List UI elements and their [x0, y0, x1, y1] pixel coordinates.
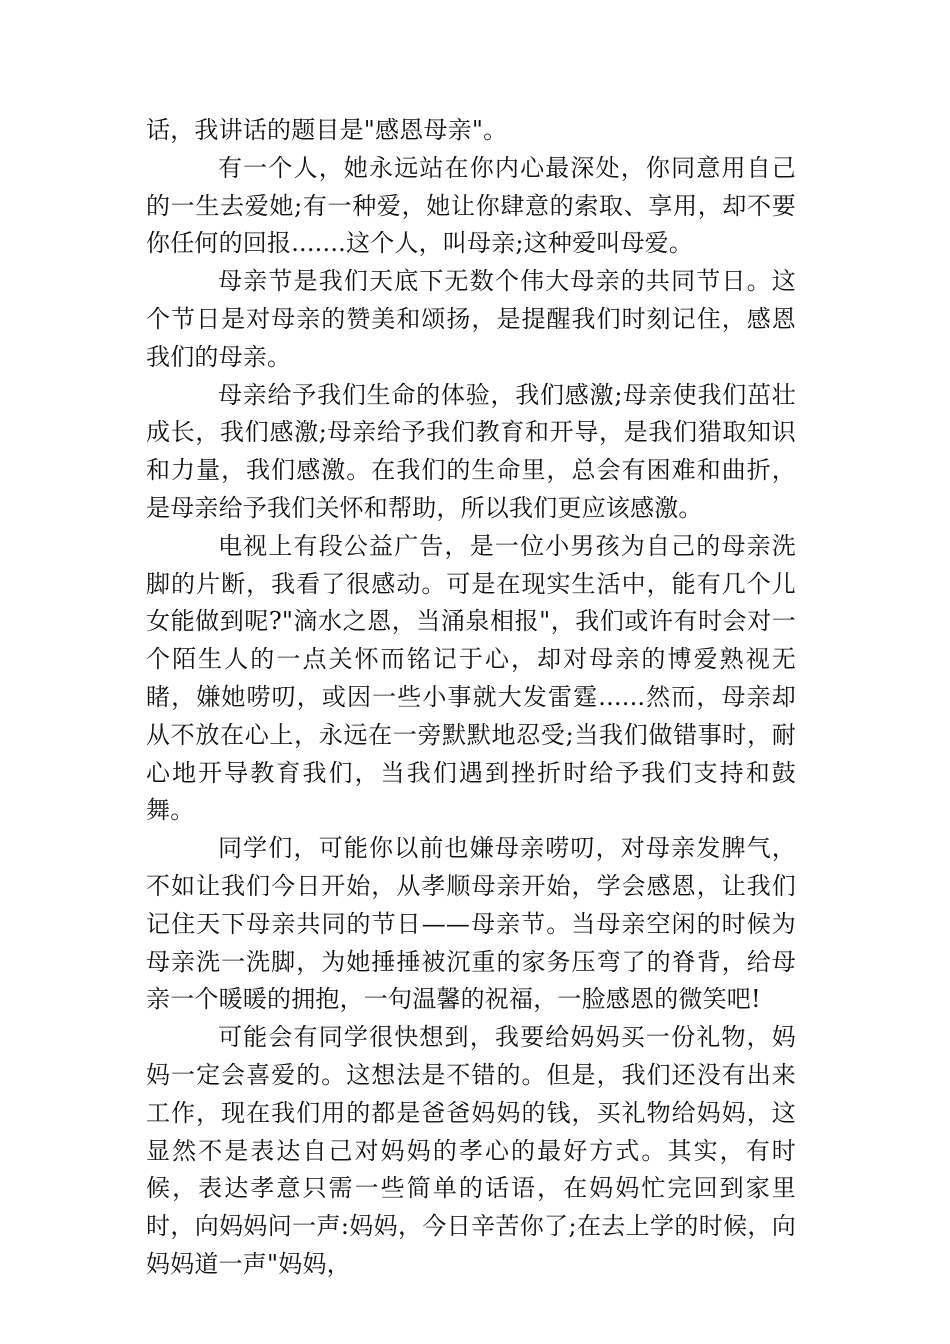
paragraph: 同学们，可能你以前也嫌母亲唠叨，对母亲发脾气，不如让我们今日开始，从孝顺母亲开始，学会感恩，让我们记住天下母亲共同的节日——母亲节。当母亲空闲的时候为母亲洗一洗脚，为她捶捶被沉重的家务压弯了的脊背，给母亲一个暖暖的拥抱，一句温馨的祝福，一脸感恩的微笑吧! — [146, 834, 796, 1014]
paragraph: 母亲节是我们天底下无数个伟大母亲的共同节日。这个节日是对母亲的赞美和颂扬，是提醒我们时刻记住，感恩我们的母亲。 — [146, 267, 796, 371]
speech-body — [146, 112, 796, 1284]
paragraph: 可能会有同学很快想到，我要给妈妈买一份礼物，妈妈一定会喜爱的。这想法是不错的。但是，我们还没有出来工作，现在我们用的都是爸爸妈妈的钱，买礼物给妈妈，这显然不是表达自己对妈妈的孝心的最好方式。其实，有时候，表达孝意只需一些简单的话语，在妈妈忙完回到家里时，向妈妈问一声:妈妈，今日辛苦你了;在去上学的时候，向妈妈道一声"妈妈， — [146, 1023, 796, 1278]
paragraph: 母亲给予我们生命的体验，我们感激;母亲使我们茁壮成长，我们感激;母亲给予我们教育和开导，是我们猎取知识和力量，我们感激。在我们的生命里，总会有困难和曲折，是母亲给予我们关怀和帮助，所以我们更应该感激。 — [146, 380, 796, 522]
paragraph-continuation: 话，我讲话的题目是"感恩母亲"。 — [146, 116, 508, 144]
paragraph: 有一个人，她永远站在你内心最深处，你同意用自己的一生去爱她;有一种爱，她让你肆意的索取、享用，却不要你任何的回报.......这个人，叫母亲;这种爱叫母爱。 — [146, 153, 796, 258]
paragraph: 电视上有段公益广告，是一位小男孩为自己的母亲洗脚的片断，我看了很感动。可是在现实生活中，能有几个儿女能做到呢?"滴水之恩，当涌泉相报"，我们或许有时会对一个陌生人的一点关怀而铭记于心，却对母亲的博爱熟视无睹，嫌她唠叨，或因一些小事就大发雷霆......然而，母亲却从不放在心上，永远在一旁默默地忍受;当我们做错事时，耐心地开导教育我们，当我们遇到挫折时给予我们支持和鼓舞。 — [146, 531, 796, 825]
